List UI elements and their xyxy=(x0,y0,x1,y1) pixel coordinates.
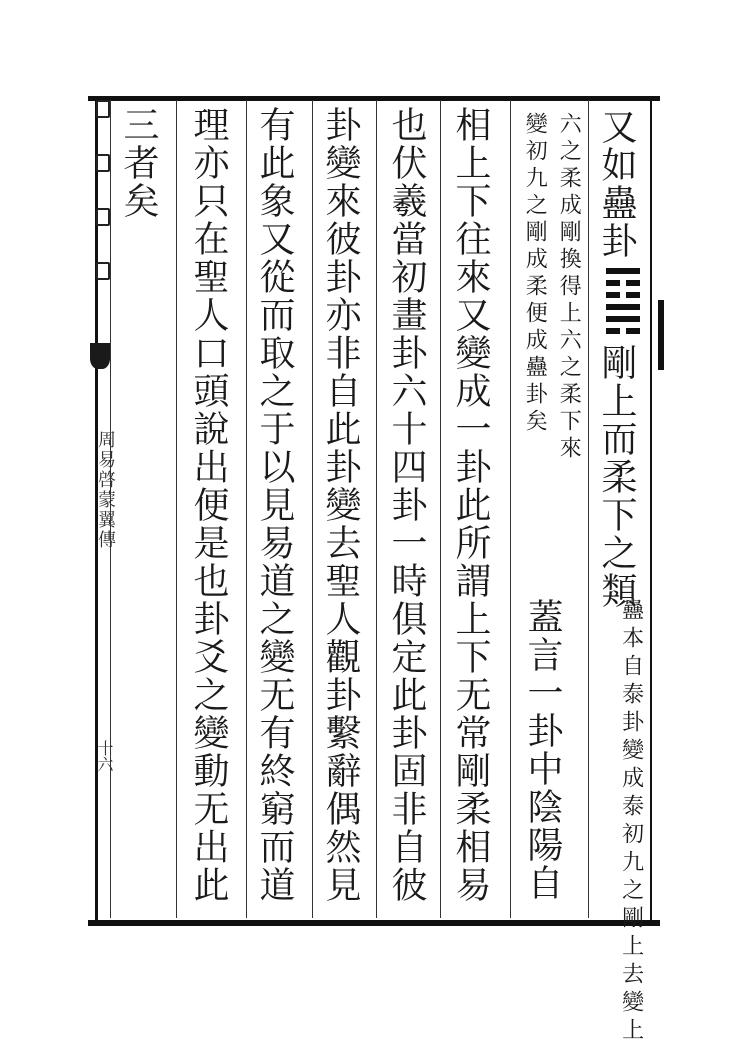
column-divider xyxy=(440,100,441,918)
column-3: 相上下往來又變成一卦此所謂上下无常剛柔相易 xyxy=(450,106,491,904)
fish-tail-mark xyxy=(90,343,110,369)
column-divider xyxy=(176,100,177,918)
band-caption: 周易啓蒙翼傳 xyxy=(95,430,116,550)
column-divider xyxy=(246,100,247,918)
column-2-annotation-a: 六之柔成剛換得上六之柔下來 xyxy=(556,112,582,463)
column-divider xyxy=(376,100,377,918)
column-divider xyxy=(510,100,511,918)
column-7: 理亦只在聖人口頭說出便是也卦爻之變動无出此 xyxy=(188,106,229,904)
top-border xyxy=(88,96,660,101)
column-divider xyxy=(588,100,589,918)
column-divider xyxy=(312,100,313,918)
right-edge-mark xyxy=(658,300,664,370)
column-1-annotation: 蠱本自泰卦變成泰初九之剛上去變上 xyxy=(618,598,644,1046)
folio-number: 十六 xyxy=(95,740,114,772)
column-2-annotation-b: 變初九之剛成柔便成蠱卦矣 xyxy=(522,112,548,436)
column-2-main: 蓋言一卦中陰陽自 xyxy=(522,598,563,902)
right-border xyxy=(650,98,652,920)
gu-trigram-icon xyxy=(606,268,640,340)
band-top-marks xyxy=(96,100,110,310)
column-5: 卦變來彼卦亦非自此卦變去聖人觀卦繫辭偶然見 xyxy=(320,106,361,904)
bottom-border xyxy=(88,920,660,926)
column-4: 也伏羲當初畫卦六十四卦一時俱定此卦固非自彼 xyxy=(386,106,427,904)
column-6: 有此象又從而取之于以見易道之變无有終窮而道 xyxy=(254,106,295,904)
column-1-main: 剛上而柔下之類 xyxy=(596,344,637,610)
column-1-top: 又如蠱卦 xyxy=(596,108,637,260)
column-8: 三者矣 xyxy=(118,106,159,220)
